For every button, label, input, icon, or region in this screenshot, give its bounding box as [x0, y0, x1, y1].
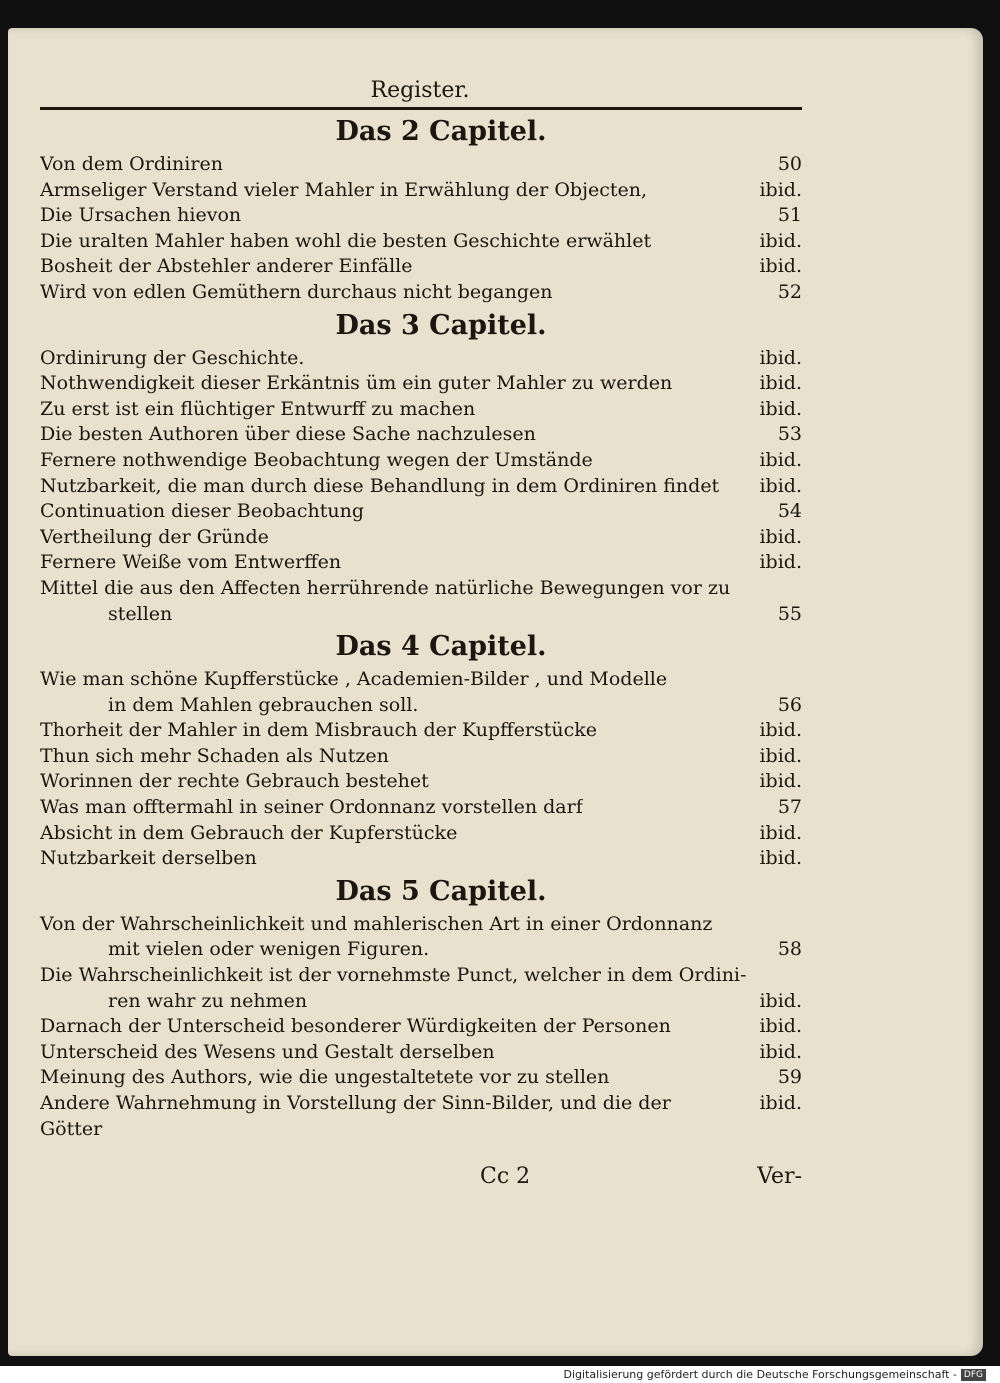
catchword: Ver-: [757, 1164, 802, 1189]
entry-page: ibid.: [759, 397, 802, 420]
list-item: [40, 178, 802, 204]
entry-text: Worinnen der rechte Gebrauch bestehet: [40, 770, 429, 793]
entry-text: Zu erst ist ein flüchtiger Entwurff zu machen: [40, 397, 476, 420]
entry-page: ibid.: [759, 525, 802, 548]
entry-page: ibid.: [759, 719, 802, 742]
chapter-heading: Das 2 Capitel.: [335, 116, 547, 147]
list-item: [40, 550, 802, 576]
entry-page: ibid.: [759, 1092, 802, 1114]
list-item: [40, 769, 802, 795]
list-item: [40, 744, 802, 770]
entry-text: Thorheit der Mahler in dem Misbrauch der Kupfferstücke: [40, 719, 598, 742]
list-item: [40, 203, 802, 229]
entry-text: Thun sich mehr Schaden als Nutzen: [40, 744, 389, 767]
entry-text: Darnach der Unterscheid besonderer Würdigkeiten der Personen: [40, 1015, 671, 1038]
entry-line: Von der Wahrscheinlichkeit und mahlerischen Art in einer Ordonnanz: [40, 912, 713, 935]
digitization-credit: [564, 1368, 986, 1381]
list-item: [40, 602, 802, 628]
entry-line: Wie man schöne Kupfferstücke , Academien-Bilder , und Modelle: [40, 668, 668, 691]
page-footer: [40, 1164, 802, 1194]
list-item: [40, 448, 802, 474]
entry-page: 59: [777, 1066, 802, 1089]
list-item: [40, 821, 802, 847]
entry-continuation: stellen: [108, 602, 173, 625]
entry-page: ibid.: [759, 551, 802, 574]
entry-page: ibid.: [759, 474, 802, 497]
entry-page: ibid.: [759, 178, 802, 201]
list-item: [40, 1065, 802, 1091]
entry-continuation: in dem Mahlen gebrauchen soll.: [108, 693, 419, 716]
entry-text: Continuation dieser Beobachtung: [40, 500, 365, 523]
entry-text: Armseliger Verstand vieler Mahler in Erwählung der Objecten,: [40, 178, 647, 201]
entry-continuation: ren wahr zu nehmen: [108, 989, 308, 1012]
entry-page: ibid.: [759, 770, 802, 793]
entry-page: 58: [777, 938, 802, 961]
list-item: [40, 718, 802, 744]
list-item: [40, 1014, 802, 1040]
entry-page: 55: [777, 602, 802, 625]
entry-page: ibid.: [759, 821, 802, 844]
list-item: [40, 346, 802, 372]
entry-text: Von dem Ordiniren: [40, 153, 223, 175]
entry-text: Ordinirung der Geschichte.: [40, 346, 305, 369]
running-header: Register.: [370, 78, 470, 103]
entry-continuation: Götter: [40, 1117, 103, 1140]
list-item: [40, 229, 802, 255]
entry-text: Nutzbarkeit, die man durch diese Behandlung in dem Ordiniren findet: [40, 474, 720, 497]
entry-text: Was man offtermahl in seiner Ordonnanz vorstellen darf: [40, 796, 583, 819]
list-item: [40, 937, 802, 963]
entry-page: ibid.: [759, 989, 802, 1012]
list-item: [40, 254, 802, 280]
list-item: [40, 280, 802, 306]
entry-text: Unterscheid des Wesens und Gestalt derselben: [40, 1040, 495, 1063]
list-item: [40, 1040, 802, 1066]
chapter-heading: Das 4 Capitel.: [335, 631, 547, 663]
header-rule: [40, 107, 802, 110]
entry-text: Fernere nothwendige Beobachtung wegen der Umstände: [40, 448, 593, 471]
entry-line: Die Wahrscheinlichkeit ist der vornehmste Punct, welcher in dem Ordini-: [40, 964, 747, 987]
credit-text: Digitalisierung gefördert durch die Deutsche Forschungsgemeinschaft -: [563, 1368, 957, 1381]
entry-page: 56: [777, 693, 802, 716]
chapter-heading: Das 5 Capitel.: [335, 875, 547, 907]
entry-text: Die uralten Mahler haben wohl die besten Geschichte erwählet: [40, 229, 652, 252]
entry-page: ibid.: [759, 346, 802, 369]
list-item: [40, 846, 802, 872]
list-item: [40, 989, 802, 1015]
entry-line: Mittel die aus den Affecten herrührende natürliche Bewegungen vor zu: [40, 576, 731, 599]
entry-page: ibid.: [759, 229, 802, 252]
entry-text: Bosheit der Abstehler anderer Einfälle: [40, 255, 413, 278]
entry-page: 53: [777, 423, 802, 446]
entry-text: Absicht in dem Gebrauch der Kupferstücke: [40, 821, 458, 844]
entry-text: Vertheilung der Gründe: [40, 525, 269, 548]
entry-page: 57: [777, 796, 802, 819]
entry-text: Nothwendigkeit dieser Erkäntnis üm ein guter Mahler zu werden: [40, 372, 673, 395]
chapter-heading: Das 3 Capitel.: [335, 309, 547, 341]
list-item: [40, 422, 802, 448]
entry-continuation: mit vielen oder wenigen Figuren.: [108, 938, 430, 961]
entry-text: Nutzbarkeit derselben: [40, 847, 257, 870]
dfg-logo-icon: DFG: [961, 1369, 986, 1381]
list-item: [40, 474, 802, 500]
entry-page: ibid.: [759, 255, 802, 278]
list-item: [40, 693, 802, 719]
entry-text: Die Ursachen hievon: [40, 204, 242, 227]
list-item: [40, 499, 802, 525]
entry-text: Andere Wahrnehmung in Vorstellung der Sinn-Bilder, und die der: [40, 1092, 671, 1114]
entry-page: ibid.: [759, 372, 802, 395]
signature-mark: Cc 2: [480, 1164, 531, 1189]
entry-page: 52: [777, 280, 802, 303]
list-item: [40, 152, 802, 178]
entry-page: 50: [777, 153, 802, 175]
entry-text: Meinung des Authors, wie die ungestaltetete vor zu stellen: [40, 1066, 610, 1089]
entry-page: ibid.: [759, 1015, 802, 1038]
entry-page: ibid.: [759, 847, 802, 870]
entry-text: Die besten Authoren über diese Sache nachzulesen: [40, 423, 536, 446]
entry-text: Fernere Weiße vom Entwerffen: [40, 551, 342, 574]
list-item: [40, 525, 802, 551]
entry-page: ibid.: [759, 448, 802, 471]
entry-page: ibid.: [759, 744, 802, 767]
list-item: [40, 397, 802, 423]
entry-page: 54: [777, 500, 802, 523]
list-item: [40, 795, 802, 821]
entry-page: ibid.: [759, 1040, 802, 1063]
entry-text: Wird von edlen Gemüthern durchaus nicht begangen: [40, 280, 553, 303]
register-content: [40, 112, 802, 1142]
entry-page: 51: [777, 204, 802, 227]
list-item: [40, 1091, 802, 1117]
list-item: [40, 371, 802, 397]
